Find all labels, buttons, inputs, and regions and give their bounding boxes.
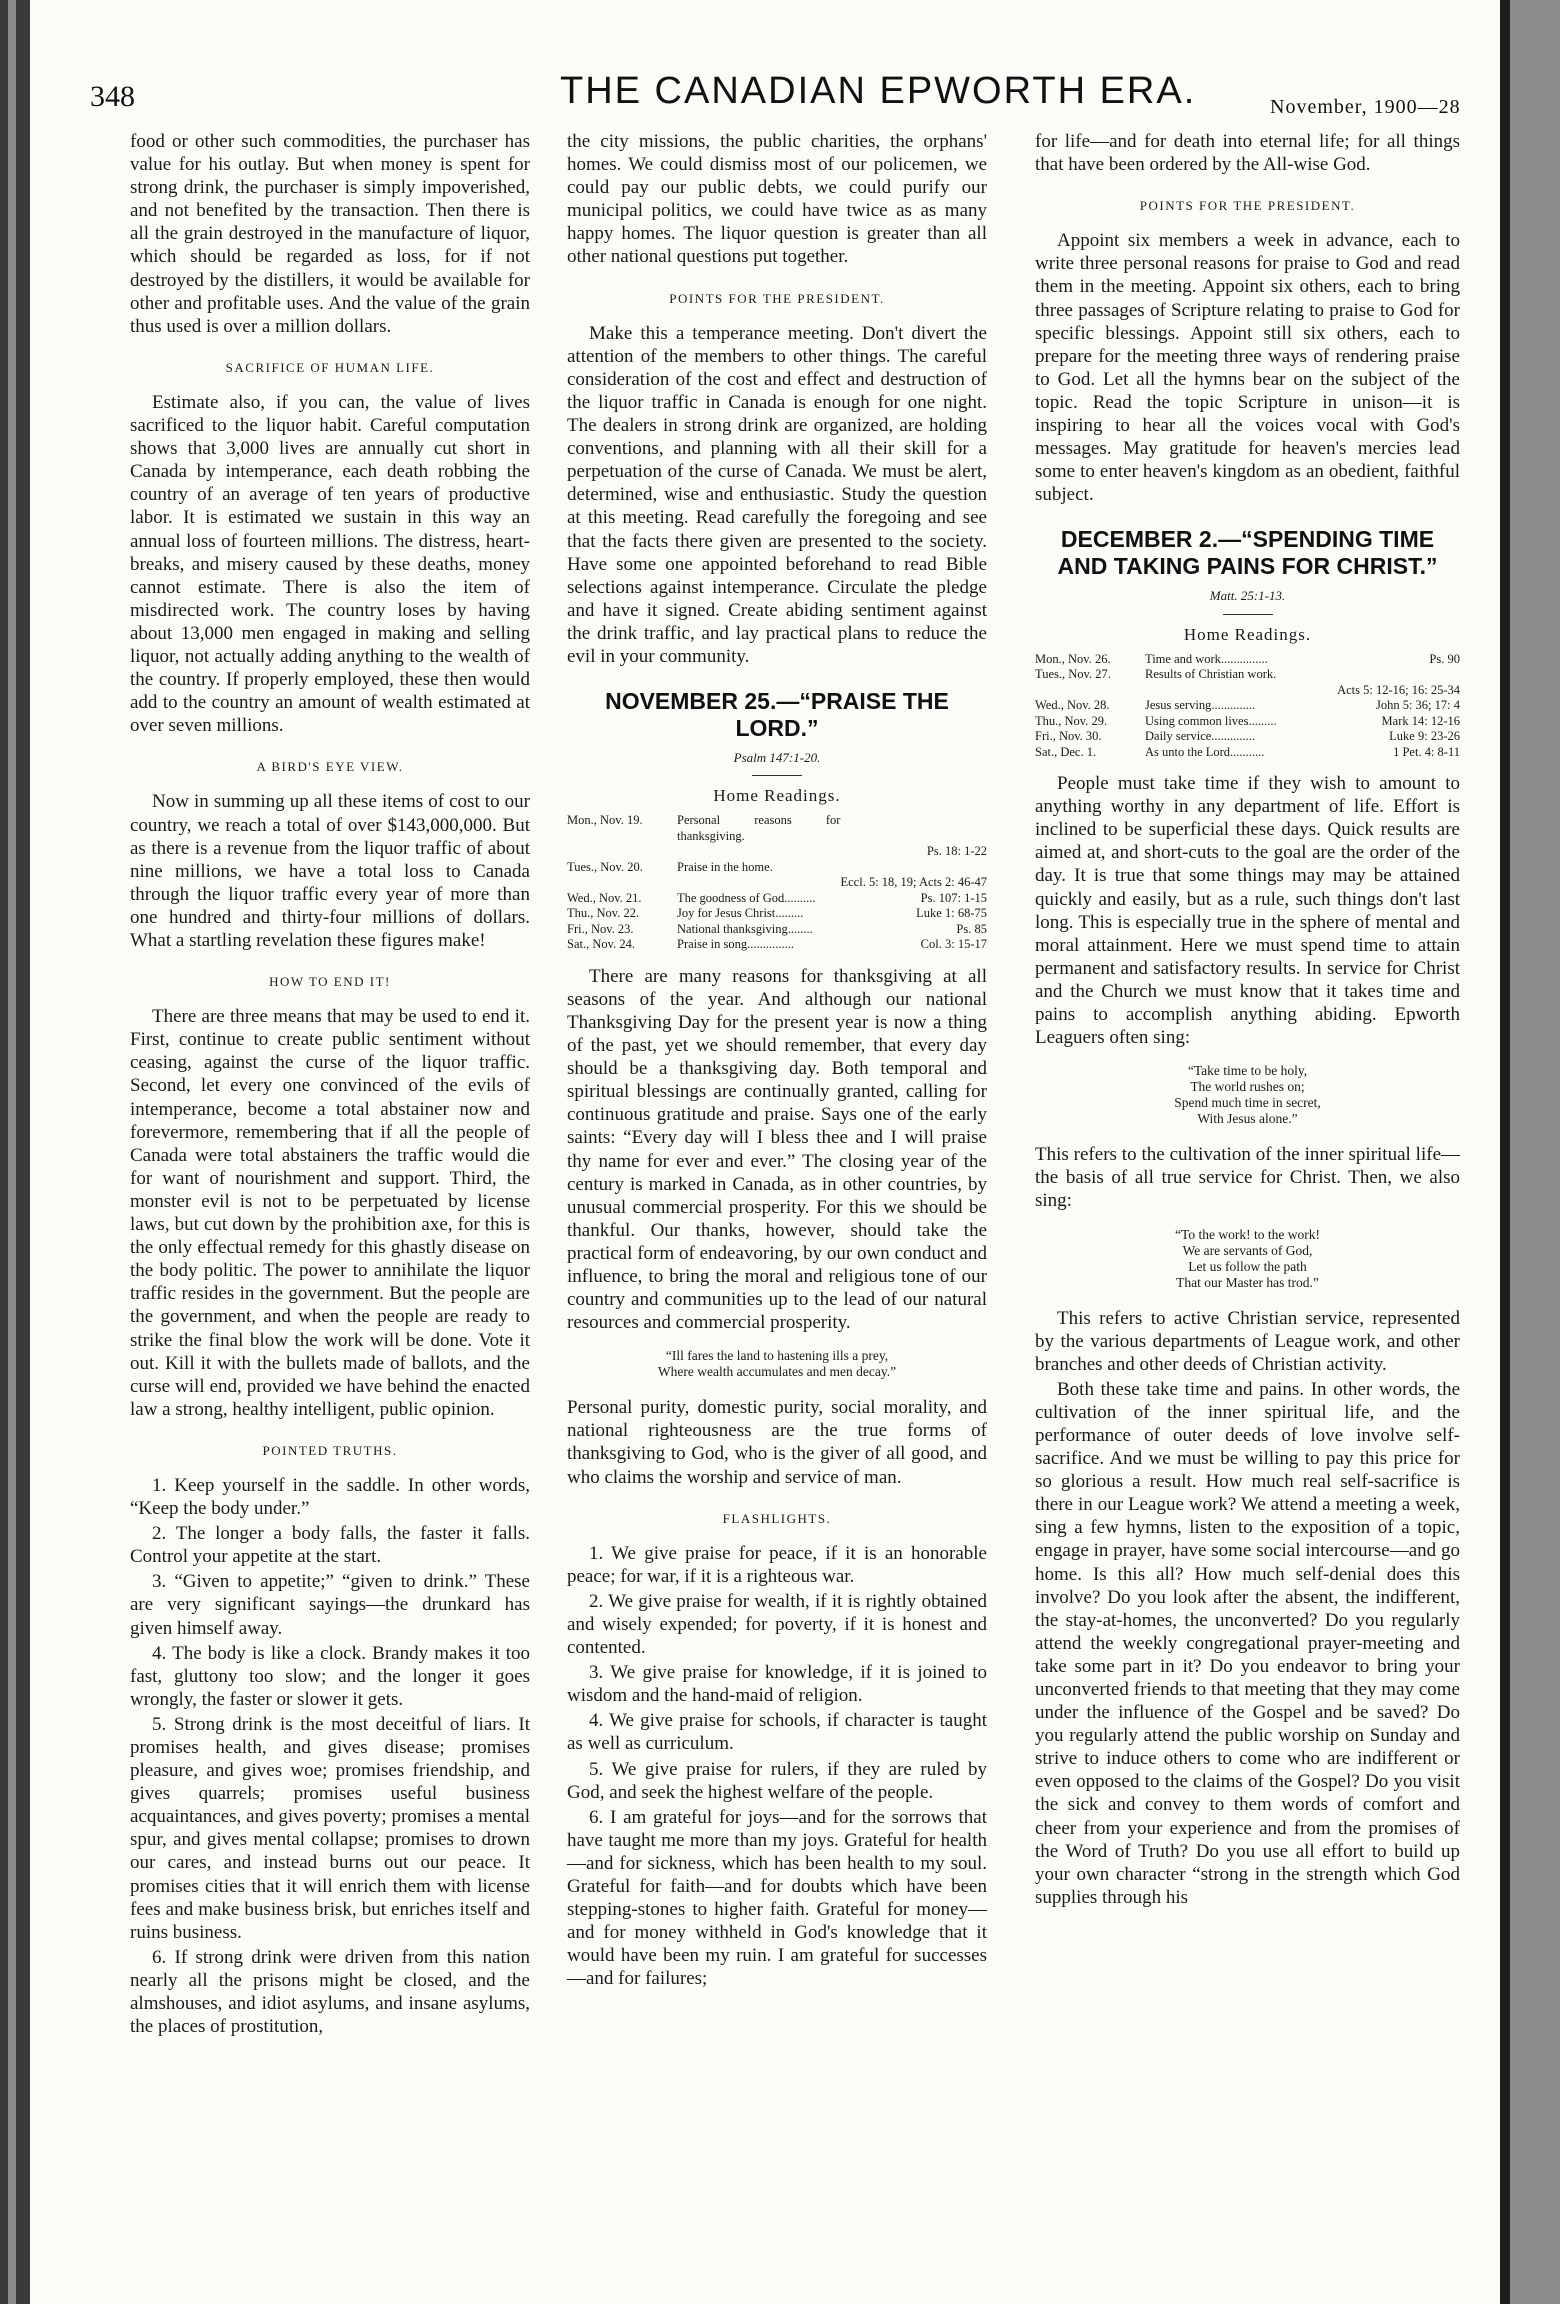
column-right [1035,130,1460,1911]
paragraph: Personal purity, domestic purity, social morality, and national righteousness are the true forms of thanksgiving to God, who is the giver of all good, and who claims the worship and service of man. [567,1397,987,1488]
table-row: Eccl. 5: 18, 19; Acts 2: 46-47 [840,875,987,890]
home-readings-title: Home Readings. [1183,624,1312,644]
page-number: 348 [90,80,135,113]
paragraph: Both these take time and pains. In other words, the cultivation of the inner spiritual life, and the performance of outer deeds of love involve self-sacrifice. And we must be willing to pay this price for so glorious a result. How much real self-sacrifice is there in our League work? We attend a meeting a week, sing a few hymns, listen to the exposition of a topic, engage in prayer, have some social intercourse—and go home. Is this all? How much self-denial does this involve? Do you look after the absent, the indifferent, the stay-at-homes, the unconverted? Do you regularly attend the weekly congregational prayer-meeting and take some part in it? Do you endeavor to bring your unconverted friends to that meeting that they may come under the influence of the Gospel and be saved? Do you regularly attend the public worship on Sunday and strive to induce others to come who are indifferent or even opposed to the claims of the Gospel? Do you visit the sick and convey to them words of comfort and cheer from your experience and from the promises of the Word of Truth? Do you use all effort to build up your own character “strong in the strength which God supplies through his [1035,1378,1460,1908]
section-heading: FLASHLIGHTS. [722,1510,832,1526]
verse-line: “To the work! to the work! [1175,1226,1320,1242]
paragraph: This refers to active Christian service, represented by the various departments of League work, and other branches and other deeds of Christian activity. [1035,1307,1460,1375]
section-heading: POINTS FOR THE PRESIDENT. [1139,198,1356,214]
column-middle [567,130,987,1993]
divider [752,775,802,776]
document-page [30,0,1500,2304]
table-row: Sat., Nov. 24. Praise in song............... Col. 3: 15-17 [567,937,987,952]
table-row: Ps. 18: 1-22 [926,844,987,859]
section-heading: POINTS FOR THE PRESIDENT. [669,290,885,306]
section-heading: HOW TO END IT! [269,974,391,990]
verse-line: With Jesus alone.” [1197,1111,1298,1127]
table-row: Wed., Nov. 21. The goodness of God.......... Ps. 107: 1-15 [567,890,987,905]
scripture-reference: Psalm 147:1-20. [733,750,821,766]
verse-line: That our Master has trod.” [1176,1274,1319,1290]
readings-table [1035,652,1460,761]
table-row: Acts 5: 12-16; 16: 25-34 [1337,682,1460,697]
adjacent-page-edge [1500,0,1560,2304]
list-item: 4. We give praise for schools, if character is taught as well as curriculum. [567,1710,987,1755]
paragraph: Make this a temperance meeting. Don't divert the attention of the members to other things. The careful consideration of the cost and effect and destruction of the liquor traffic in Canada is enough for one night. The dealers in strong drink are organized, are holding conventions, and planning with all their skill for a perpetuation of the curse of Canada. We must be alert, determined, wise and enthusiastic. Study the question at this meeting. Read carefully the foregoing and see that the facts there given are presented to the society. Have some one appointed beforehand to read Bible selections against intemperance. Circulate the pledge and have it signed. Create abiding sentiment against the drink traffic, and lay practical plans to reduce the evil in your community. [567,322,987,667]
paragraph: This refers to the cultivation of the inner spiritual life—the basis of all true service for Christ. Then, we also sing: [1035,1144,1460,1212]
topic-heading: NOVEMBER 25.—“PRAISE THE LORD.” [605,688,949,742]
readings-table [567,813,987,953]
home-readings-title: Home Readings. [713,786,841,806]
table-row: Wed., Nov. 28. Jesus serving.............. John 5: 36; 17: 4 [1035,698,1460,713]
list-item: 3. “Given to appetite;” “given to drink.” These are very significant sayings—the drunkard has given himself away. [130,1571,530,1639]
verse-line: Let us follow the path [1188,1258,1307,1274]
table-row: Fri., Nov. 30. Daily service.............. Luke 9: 23-26 [1035,729,1460,744]
paragraph: Now in summing up all these items of cost to our country, we reach a total of over $143,000,000. But as there is a revenue from the liquor traffic of about nine millions, we have a total loss to Canada through the liquor traffic every year of more than one hundred and thirty-four millions of dollars. What a startling revelation these figures make! [130,791,530,951]
verse-line: The world rushes on; [1190,1079,1305,1095]
table-row: Mon., Nov. 19. Personal reasons for thanksgiving. [567,813,841,843]
verse-line: “Take time to be holy, [1187,1063,1308,1079]
table-row: Mon., Nov. 26. Time and work............... Ps. 90 [1035,651,1460,666]
book-binding [0,0,30,2304]
section-heading: POINTED TRUTHS. [262,1442,398,1458]
verse-quote [1035,1063,1460,1127]
paragraph: Estimate also, if you can, the value of lives sacrificed to the liquor habit. Careful computation shows that 3,000 lives are annually cut short in Canada by intemperance, each death robbing the country of an average of ten years of productive labor. It is estimated we sustain in this way an annual loss of fourteen millions. The distress, heart-breaks, and misery caused by these deaths, money cannot estimate. There is also the item of misdirected work. The country loses by having about 13,000 men engaged in making and selling liquor, not actually adding anything to the wealth of the country. If properly employed, these then would add to the country an amount of wealth estimated at over seven millions. [130,391,530,737]
topic-heading: DECEMBER 2.—“SPENDING TIME AND TAKING PAINS FOR CHRIST.” [1057,526,1438,580]
list-item: 1. We give praise for peace, if it is an honorable peace; for war, if it is a righteous war. [567,1542,987,1587]
column-left [130,130,530,2040]
verse-line: Where wealth accumulates and men decay.” [657,1364,897,1380]
page-title: THE CANADIAN EPWORTH ERA. [560,70,1197,112]
list-item: 2. The longer a body falls, the faster it falls. Control your appetite at the start. [130,1523,530,1568]
table-row: Thu., Nov. 29. Using common lives......... Mark 14: 12-16 [1035,713,1460,728]
verse-quote [1035,1227,1460,1291]
paragraph: food or other such commodities, the purchaser has value for his outlay. But when money is spent for strong drink, the purchaser is simply impoverished, and not benefited by the transaction. Then there is all the grain destroyed in the manufacture of liquor, which should be regarded as loss, for if not destroyed by the distillers, it would be available for other and profitable uses. And the value of the grain thus used is over a million dollars. [130,131,530,337]
paragraph: Appoint six members a week in advance, each to write three personal reasons for praise to God and read them in the meeting. Appoint six others, each to bring three passages of Scripture relating to praise to God for specific blessings. Appoint still six others, each to prepare for the meeting three ways of rendering praise to God. Let all the hymns bear on the subject of the topic. Read the topic Scripture in unison—it is inspiring to hear all the voices vocal with God's messages. May gratitude for heaven's mercies lead some to enter heaven's kingdom as an obedient, faithful subject. [1035,230,1460,506]
list-item: 4. The body is like a clock. Brandy makes it too fast, gluttony too slow; and the longer it goes wrongly, the faster or slower it gets. [130,1642,530,1710]
issue-date: November, 1900—28 [1270,96,1461,118]
paragraph: the city missions, the public charities, the orphans' homes. We could dismiss most of our policemen, we could pay our public debts, we could purify our municipal politics, we could have twice as as many happy homes. The liquor question is greater than all other national questions put together. [567,131,987,268]
verse-quote [567,1348,987,1380]
list-item: 6. If strong drink were driven from this nation nearly all the prisons might be closed, and the almshouses, and idiot asylums, and insane asylums, the places of prostitution, [130,1946,530,2038]
paragraph: There are many reasons for thanksgiving at all seasons of the year. And although our national Thanksgiving Day for the present year is now a thing of the past, yet we should remember, that every day should be a thanksgiving day. Both temporal and spiritual blessings are continually granted, calling for continuous gratitude and praise. Says one of the early saints: “Every day will I bless thee and I will praise thy name for ever and ever.” The closing year of the century is marked in Canada, as in other countries, by unusual commercial prosperity. For this we should be thankful. Our thanks, however, should take the practical form of endeavoring, by our own conduct and influence, to bring the moral and religious tone of our country and communities up to the lead of our natural resources and commercial prosperity. [567,965,987,1334]
scripture-reference: Matt. 25:1-13. [1209,588,1286,604]
table-row: Tues., Nov. 20. Praise in the home. [567,859,773,874]
section-heading: A BIRD'S EYE VIEW. [256,759,404,775]
verse-line: We are servants of God, [1182,1242,1313,1258]
verse-line: “Ill fares the land to hastening ills a prey, [665,1348,889,1364]
divider [1223,614,1273,615]
paragraph: People must take time if they wish to amount to anything worthy in any department of life. Effort is inclined to be superficial these days. Quick results are aimed at, and short-cuts to the goal are the order of the day. It is true that some things may may be attained quickly and easily, but as a rule, such things don't last long. This is especially true in the sphere of mental and moral attainment. Here we must spend time to attain permanent and satisfactory results. In service for Christ and the Church we must know that it takes time and pains to accomplish anything abiding. Epworth Leaguers often sing: [1035,773,1460,1049]
table-row: Thu., Nov. 22. Joy for Jesus Christ......... Luke 1: 68-75 [567,906,987,921]
list-item: 2. We give praise for wealth, if it is rightly obtained and wisely expended; for poverty, if it is honest and contented. [567,1590,987,1659]
section-heading: SACRIFICE OF HUMAN LIFE. [225,359,435,375]
list-item: 5. We give praise for rulers, if they are ruled by God, and seek the highest welfare of the people. [567,1758,987,1803]
paragraph: There are three means that may be used to end it. First, continue to create public sentiment without ceasing, against the curse of the liquor traffic. Second, let every one convinced of the evils of intemperance, become a total abstainer now and forevermore, remembering that if all the people of Canada were total abstainers the traffic would die for want of nourishment and support. Third, the monster evil is not to be perpetuated by license laws, but cut down by the prohibition axe, for this is the only effectual remedy for this ghastly disease on the body politic. The power to annihilate the liquor traffic resides in the government. But the people are the government, and when the people are ready to strike the final blow the work will be done. Vote it out. Kill it with the bullets made of ballots, and the curse will end, provided we have behind the enacted law a strong, healthy intelligent, public opinion. [130,1006,530,1420]
list-item: 6. I am grateful for joys—and for the sorrows that have taught me more than my joys. Grateful for health—and for sickness, which has been health to my soul. Grateful for faith—and for doubts which have been stepping-stones to higher faith. Grateful for money—and for money withheld in God's knowledge that it would have been my ruin. I am grateful for successes—and for failures; [567,1806,987,1990]
verse-line: Spend much time in secret, [1174,1095,1321,1111]
list-item: 3. We give praise for knowledge, if it is joined to wisdom and the hand-maid of religion. [567,1662,987,1707]
table-row: Tues., Nov. 27. Results of Christian work. [1035,667,1277,682]
paragraph: for life—and for death into eternal life; for all things that have been ordered by the All-wise God. [1035,131,1460,176]
list-item: 5. Strong drink is the most deceitful of liars. It promises health, and gives disease; promises pleasure, and gives woe; promises friendship, and gives quarrels; promises useful business acquaintances, and gives poverty; promises a mental spur, and gives mental collapse; promises to drown our cares, and instead burns out our peace. It promises cities that it will enrich them with license fees and make business brisk, but enriches itself and ruins business. [130,1713,530,1943]
table-row: Sat., Dec. 1. As unto the Lord........... 1 Pet. 4: 8-11 [1035,744,1460,759]
list-item: 1. Keep yourself in the saddle. In other words, “Keep the body under.” [130,1474,530,1520]
table-row: Fri., Nov. 23. National thanksgiving........ Ps. 85 [567,921,987,936]
